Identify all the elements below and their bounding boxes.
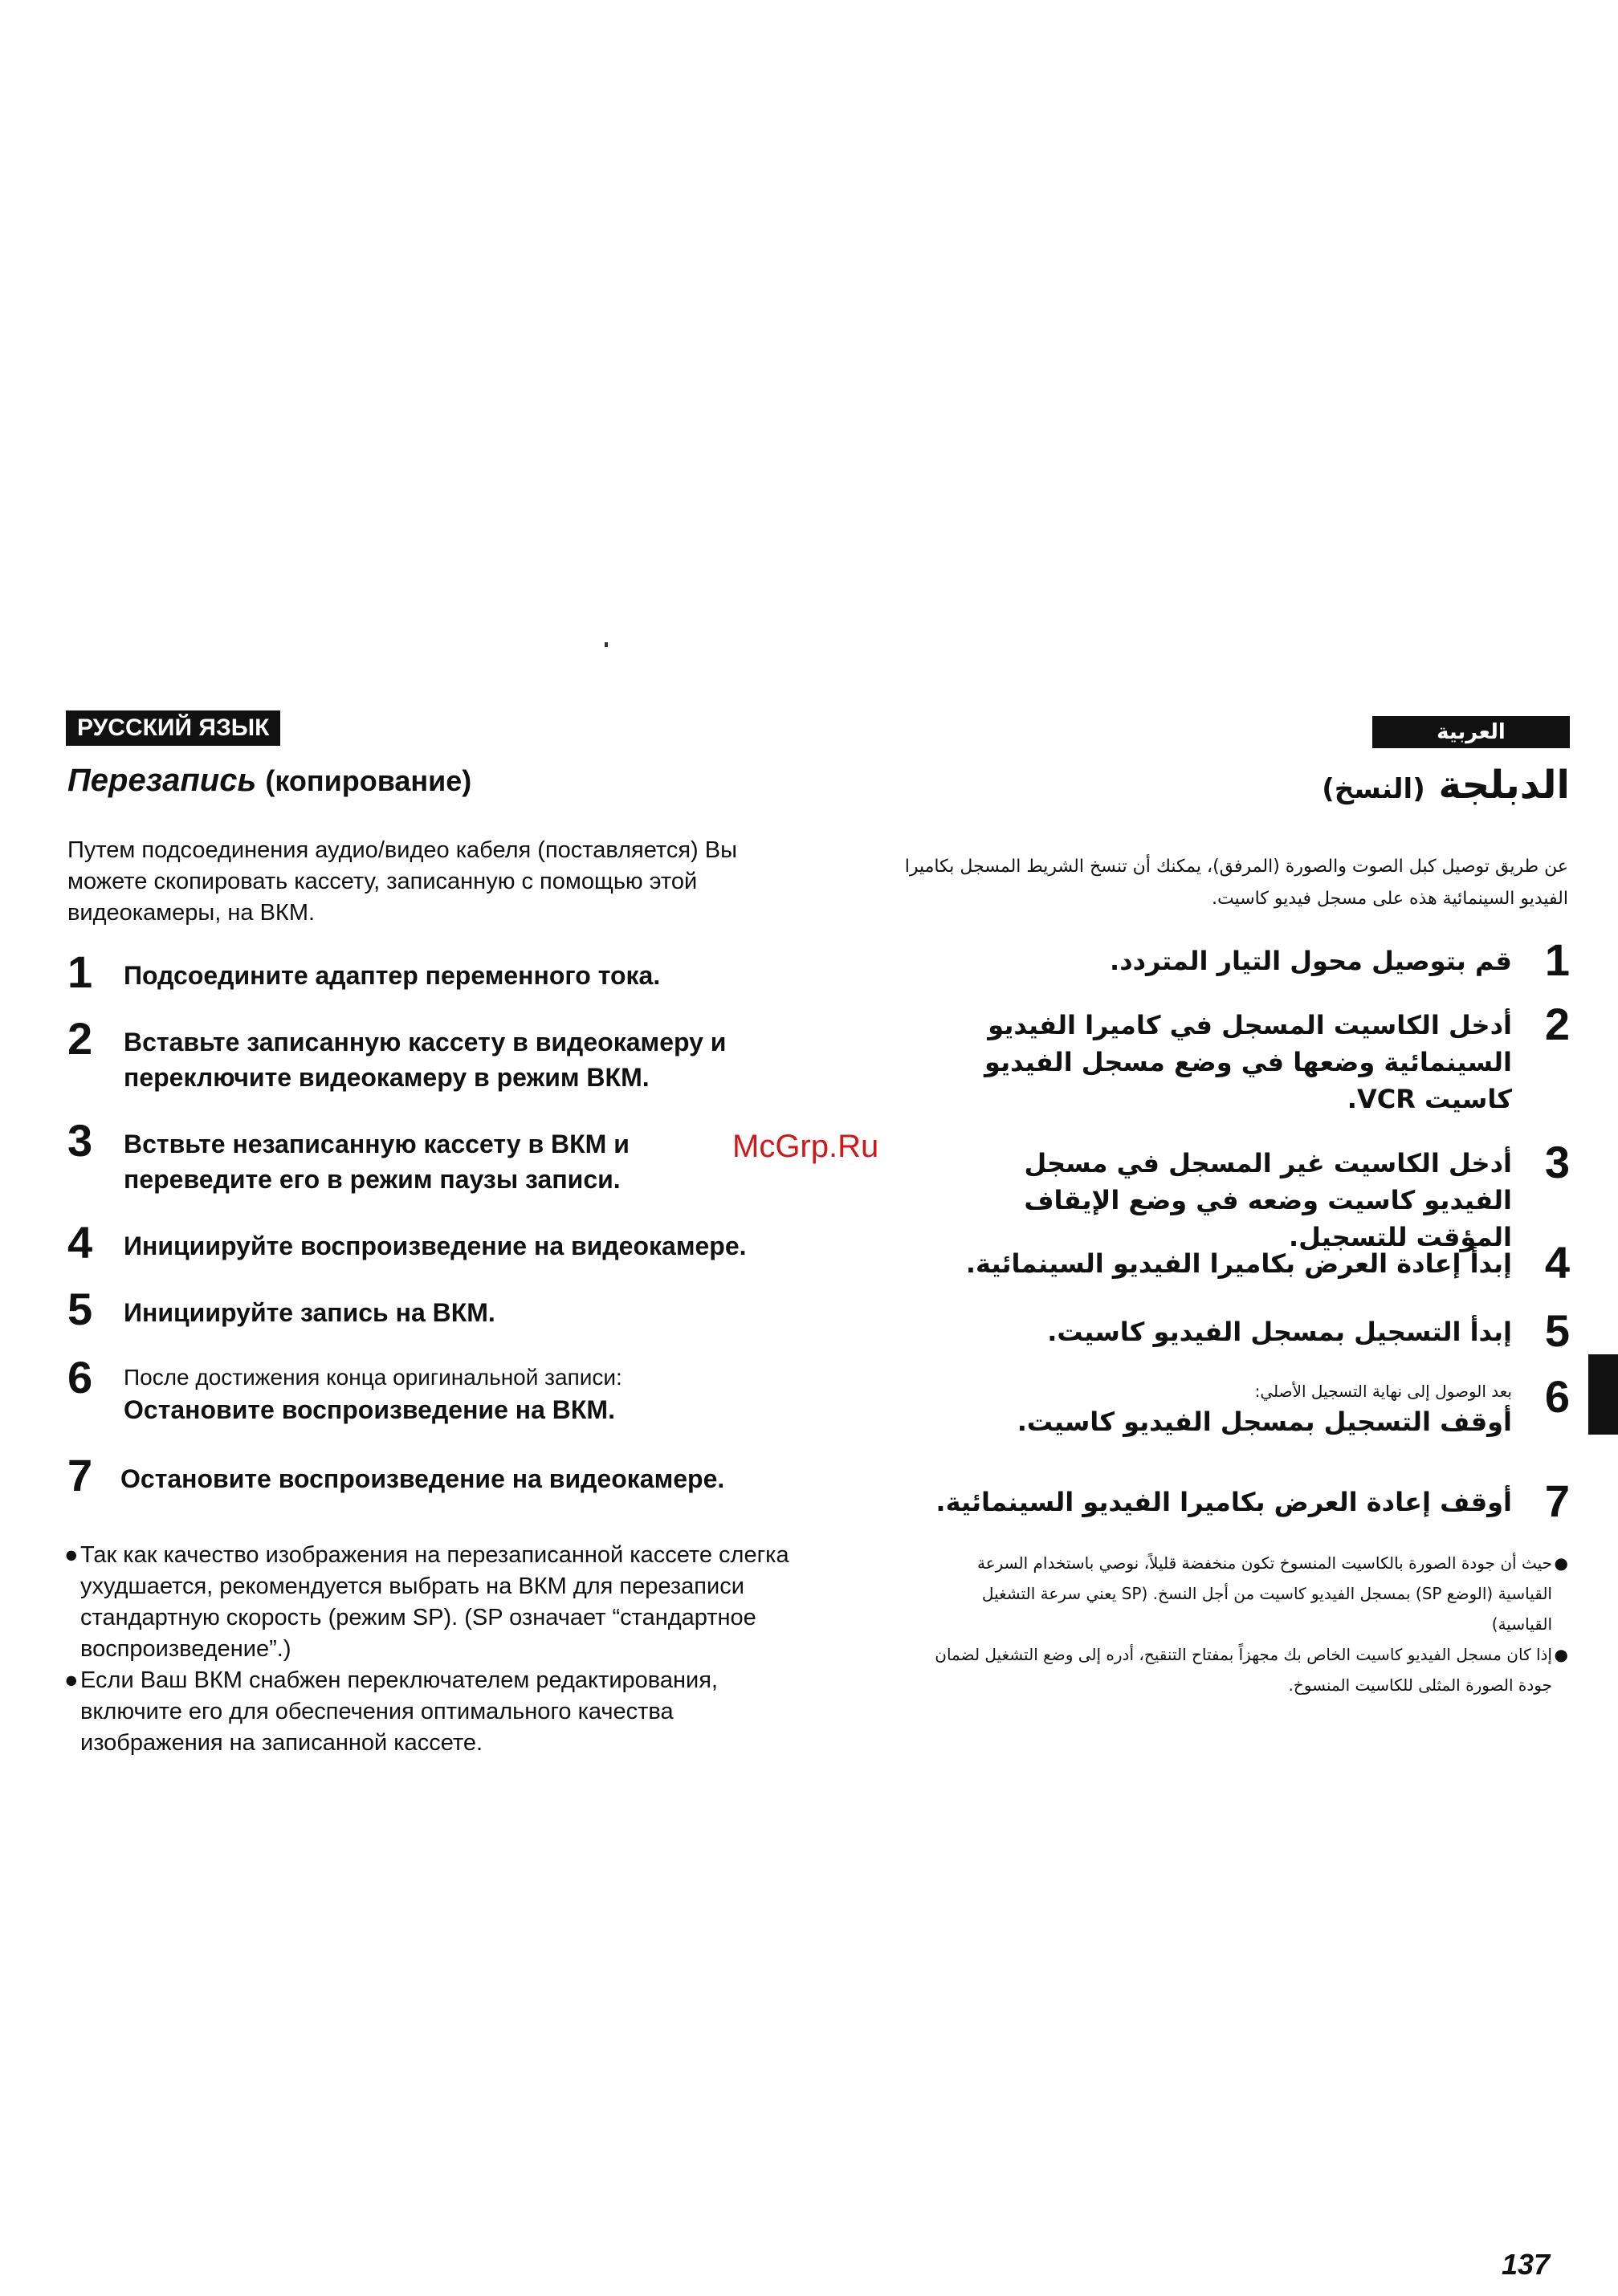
step-number: 4	[67, 1217, 93, 1268]
note-item	[64, 1665, 819, 1759]
title-subtitle: (النسخ)	[1322, 773, 1425, 805]
bullet-icon: ●	[1554, 1645, 1568, 1664]
step-text-block	[934, 1379, 1512, 1440]
note-text: حيث أن جودة الصورة بالكاسيت المنسوخ تكون منخفضة قليلاً، نوصي باستخدام السرعة القياسية (الوضع SP) بمسجل الفيديو كاسيت من أجل النسخ. (SP يعني سرعة التشغيل القياسية)	[976, 1553, 1552, 1634]
step-text: Остановите воспроизведение на ВКМ.	[124, 1395, 615, 1424]
note-item	[926, 1639, 1568, 1700]
step-number: 7	[67, 1450, 93, 1500]
step-text: إبدأ التسجيل بمسجل الفيديو كاسيت.	[1047, 1317, 1512, 1347]
step-text: أدخل الكاسيت المسجل في كاميرا الفيديو السينمائية وضعها في وضع مسجل الفيديو كاسيت VCR.	[984, 1010, 1512, 1114]
note-text: إذا كان مسجل الفيديو كاسيت الخاص بك مجهزاً بمفتاح التنقيح، أدره إلى وضع التشغيل لضمان جودة الصورة المثلى للكاسيت المنسوخ.	[935, 1645, 1552, 1695]
step-text: أوقف إعادة العرض بكاميرا الفيديو السينمائية.	[935, 1487, 1512, 1517]
step-text: Инициируйте запись на ВКМ.	[124, 1298, 495, 1327]
scan-speck	[605, 642, 608, 647]
step-number: 2	[1544, 999, 1570, 1049]
page-number: 137	[1502, 2248, 1551, 2281]
title-text: الدبلجة	[1438, 763, 1570, 808]
step-text-block	[124, 1363, 830, 1427]
note-text: Если Ваш ВКМ снабжен переключателем редактирования, включите его для обеспечения оптимального качества изображения на записанной кассете.	[80, 1667, 718, 1756]
step-number: 3	[67, 1115, 93, 1166]
watermark: McGrp.Ru	[732, 1129, 879, 1164]
bullet-icon: ●	[1554, 1553, 1568, 1573]
note-item	[64, 1540, 819, 1665]
step-precondition: بعد الوصول إلى نهاية التسجيل الأصلي:	[1254, 1382, 1512, 1401]
step-number: 6	[67, 1352, 93, 1402]
section-title-arabic	[1322, 763, 1570, 808]
step-number: 1	[67, 946, 93, 997]
note-text: Так как качество изображения на перезаписанной кассете слегка ухудшается, рекомендуется выбрать на ВКМ для перезаписи стандартную скорость (режим SP). (SP означает “стандартное воспроизведение”.)	[80, 1542, 789, 1662]
title-text: Перезапись	[67, 763, 257, 798]
step-text: Вставьте записанную кассету в видеокамеру и переключите видеокамеру в режим ВКМ.	[124, 1028, 727, 1092]
step-number: 5	[1544, 1305, 1570, 1356]
step-text: قم بتوصيل محول التيار المتردد.	[1110, 946, 1512, 976]
title-subtitle: (копирование)	[265, 764, 472, 797]
notes-arabic	[926, 1548, 1568, 1700]
bullet-icon: ●	[64, 1542, 79, 1568]
bullet-icon: ●	[64, 1667, 79, 1693]
step-number: 3	[1544, 1137, 1570, 1187]
section-title-russian	[67, 763, 471, 799]
step-text: إبدأ إعادة العرض بكاميرا الفيديو السينمائية.	[965, 1248, 1512, 1279]
step-number: 6	[1544, 1371, 1570, 1422]
step-number: 5	[67, 1284, 93, 1334]
language-label-arabic: العربية	[1372, 716, 1570, 748]
step-number: 2	[67, 1013, 93, 1064]
language-label-russian: РУССКИЙ ЯЗЫК	[66, 710, 280, 746]
notes-russian	[64, 1540, 819, 1759]
step-number: 4	[1544, 1237, 1570, 1288]
step-text: Остановите воспроизведение на видеокамере.	[120, 1464, 725, 1493]
step-number: 1	[1544, 934, 1570, 985]
step-precondition: После достижения конца оригинальной записи:	[124, 1365, 622, 1390]
section-edge-tab	[1588, 1354, 1618, 1435]
step-text: Подсоедините адаптер переменного тока.	[124, 961, 661, 990]
step-number: 7	[1544, 1476, 1570, 1526]
step-text: أوقف التسجيل بمسجل الفيديو كاسيت.	[1017, 1407, 1512, 1437]
note-item	[926, 1548, 1568, 1639]
step-text: Вствьте незаписанную кассету в ВКМ и переведите его в режим паузы записи.	[124, 1130, 630, 1194]
intro-paragraph-russian: Путем подсоединения аудио/видео кабеля (поставляется) Вы можете скопировать кассету, записанную с помощью этой видеокамеры, на ВКМ.	[67, 837, 737, 926]
step-text: أدخل الكاسيت غير المسجل في مسجل الفيديو كاسيت وضعه في وضع الإيقاف المؤقت للتسجيل.	[1024, 1148, 1512, 1252]
intro-paragraph-arabic: عن طريق توصيل كبل الصوت والصورة (المرفق)، يمكنك أن تنسخ الشريط المسجل بكاميرا الفيديو السينمائية هذه على مسجل فيديو كاسيت.	[904, 857, 1568, 909]
step-text: Инициируйте воспроизведение на видеокамере.	[124, 1231, 747, 1260]
